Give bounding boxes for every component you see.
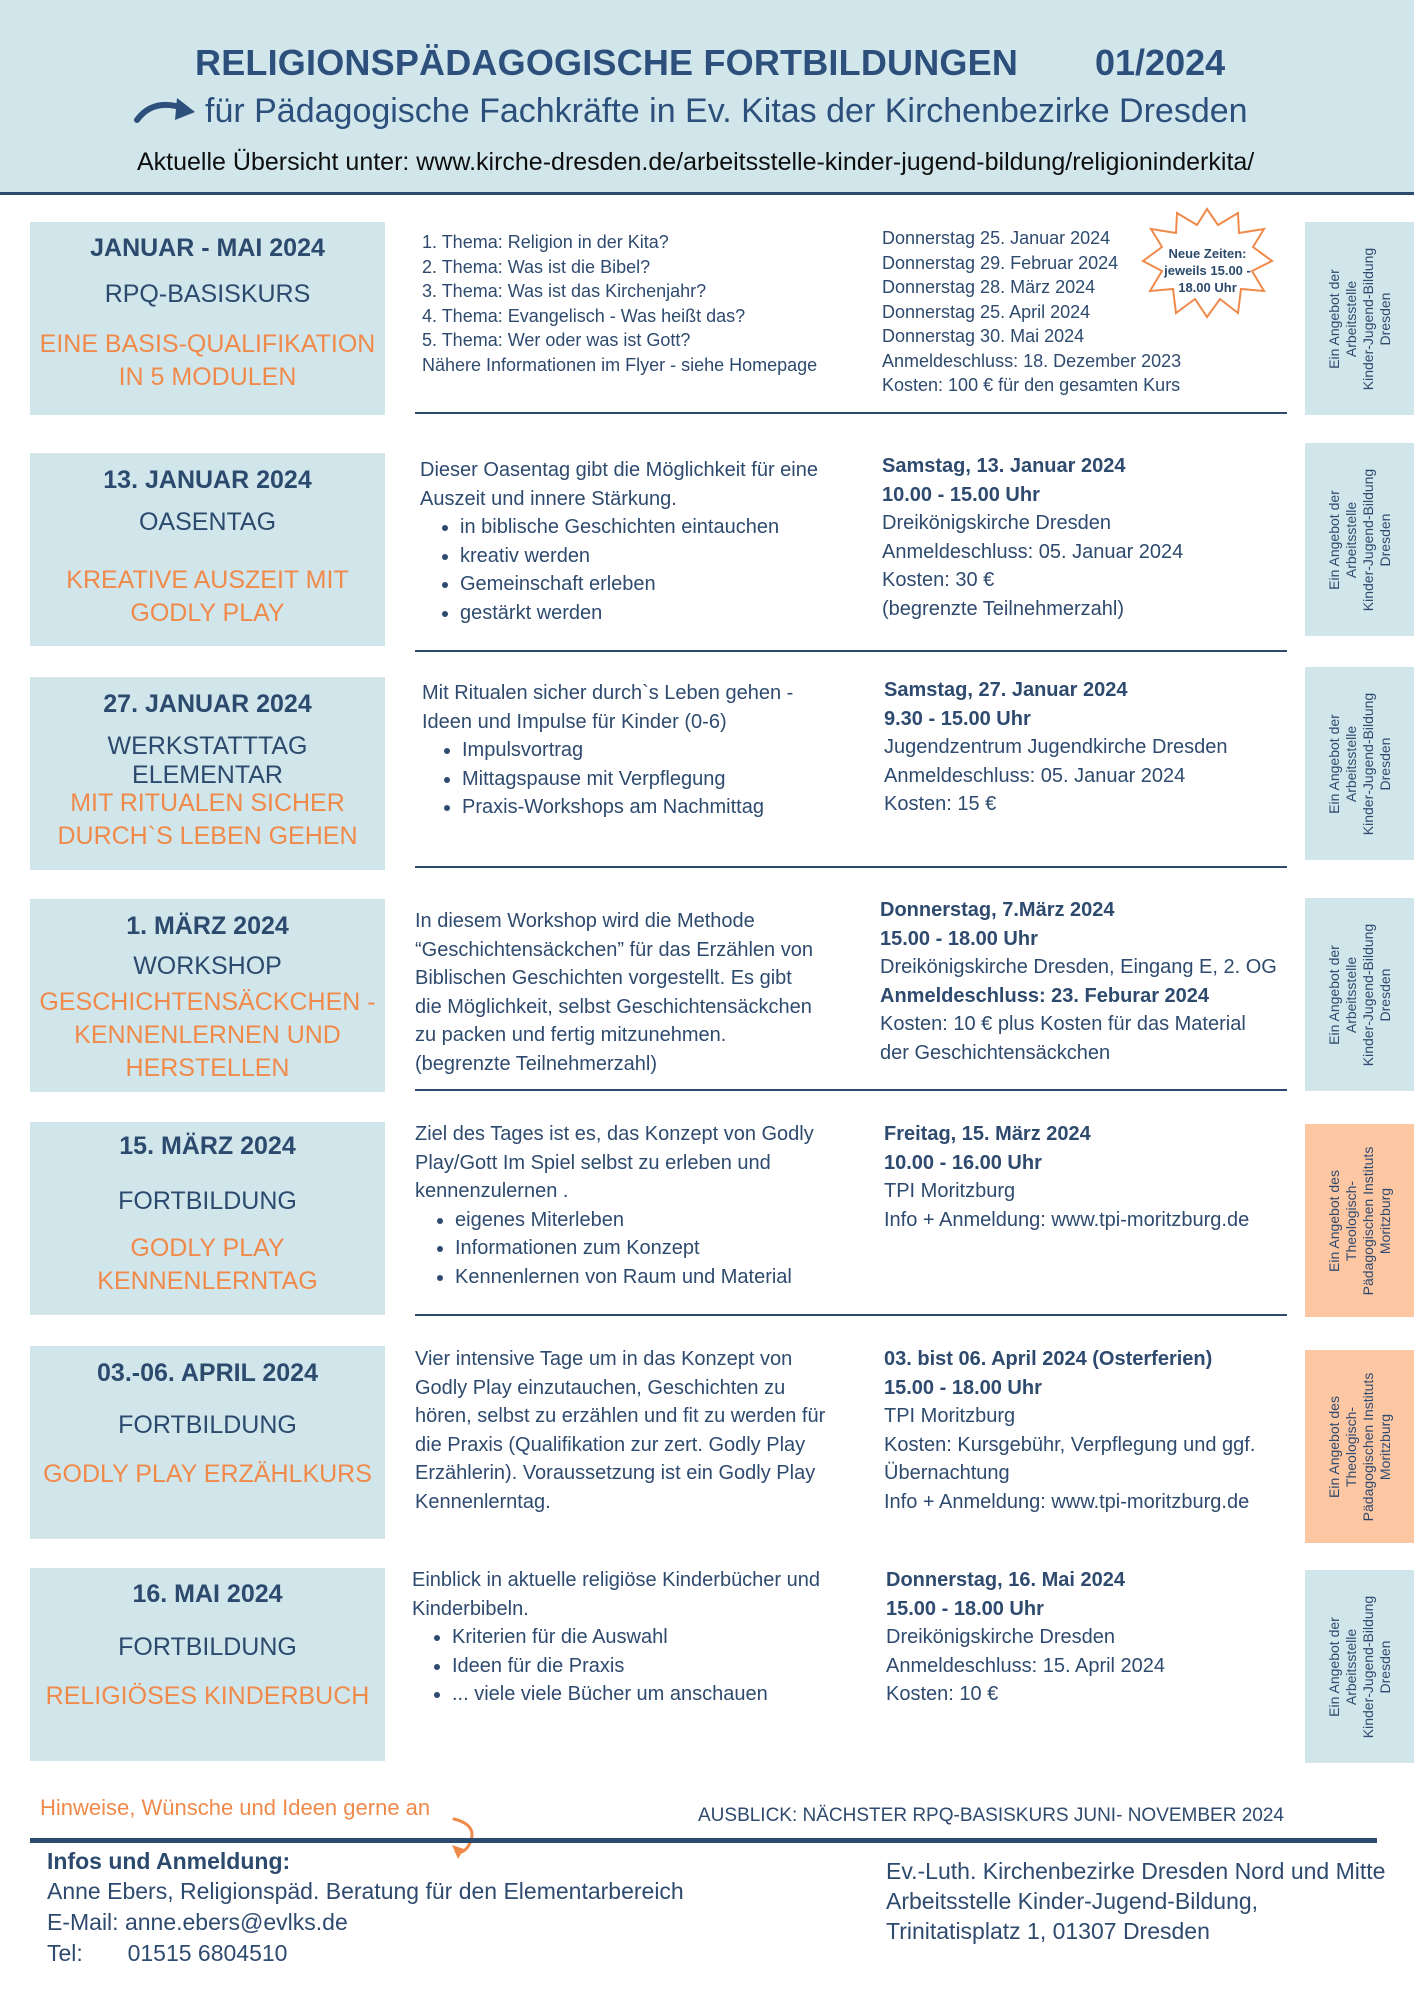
event-3-label-box — [30, 677, 385, 870]
event-6-label-box — [30, 1346, 385, 1539]
provider-label: Ein Angebot der Arbeitsstelle Kinder-Jugend-Bildung Dresden — [1305, 1570, 1414, 1763]
event-title: GODLY PLAY ERZÄHLKURS — [43, 1460, 372, 1488]
event-title: EINE BASIS-QUALIFIKATION IN 5 MODULEN — [39, 330, 376, 391]
event-4-label-box — [30, 899, 385, 1092]
contact-heading: Infos und Anmeldung: — [47, 1848, 291, 1874]
contact-phone — [47, 1940, 287, 1967]
phone-label: Tel: — [47, 1940, 83, 1966]
event-date: 16. MAI 2024 — [132, 1580, 283, 1608]
event-1-info: Donnerstag 25. Januar 2024 Donnerstag 29. Februar 2024 Donnerstag 28. März 2024 Donnerstag 25. April 2024 Donnerstag 30. Mai 2024 Anmeldeschluss: 18. Dezember 2023 Kosten: 100 € für den gesamten Kurs — [882, 228, 1182, 395]
event-date: 13. JANUAR 2024 — [103, 466, 312, 494]
outlook-note: AUSBLICK: NÄCHSTER RPQ-BASISKURS JUNI- NOVEMBER 2024 — [698, 1805, 1284, 1826]
page-title: RELIGIONSPÄDAGOGISCHE FORTBILDUNGEN — [195, 42, 1019, 83]
provider-label: Ein Angebot des Theologisch- Pädagogischen Instituts Moritzburg — [1305, 1350, 1414, 1543]
event-4-description: In diesem Workshop wird die Methode “Geschichtensäckchen” für das Erzählen von Biblischen Geschichten vorgestellt. Es gibt die Möglichkeit, selbst Geschichtensäckchen zu packen und fertig mitzunehmen. (begrenzte Teilnehmerzahl) — [415, 910, 813, 1075]
event-1-label-box — [30, 222, 385, 415]
event-type: WORKSHOP — [133, 952, 282, 980]
event-2-info: Samstag, 13. Januar 2024 10.00 - 15.00 Uhr Dreikönigskirche Dresden Anmeldeschluss: 05. Januar 2024 Kosten: 30 € (begrenzte Teilnehmerzahl) — [882, 455, 1184, 620]
event-2-label-box — [30, 453, 385, 646]
event-5-description: Ziel des Tages ist es, das Konzept von Godly Play/Gott Im Spiel selbst zu erleben und kennenzulernen . • eigenes Miterleben • Informationen zum Konzept • Kennenlernen von Raum und Material — [415, 1120, 865, 1291]
divider — [415, 412, 1287, 414]
overview-url[interactable]: Aktuelle Übersicht unter: www.kirche-dresden.de/arbeitsstelle-kinder-jugend-bildung/religioninderkita/ — [137, 148, 1255, 176]
event-date: JANUAR - MAI 2024 — [90, 234, 325, 262]
event-title: KREATIVE AUSZEIT MIT GODLY PLAY — [66, 566, 349, 627]
event-type: FORTBILDUNG — [118, 1633, 297, 1661]
page-header — [0, 0, 1414, 195]
event-date: 1. MÄRZ 2024 — [126, 912, 289, 940]
contact-email[interactable]: E-Mail: anne.ebers@evlks.de — [47, 1909, 348, 1935]
event-date: 03.-06. APRIL 2024 — [97, 1359, 318, 1387]
org-department: Arbeitsstelle Kinder-Jugend-Bildung, — [886, 1888, 1259, 1914]
event-title: GODLY PLAY KENNENLERNTAG — [97, 1234, 318, 1295]
event-6-info: 03. bist 06. April 2024 (Osterferien) 15.00 - 18.00 Uhr TPI Moritzburg Kosten: Kursgebühr, Verpflegung und ggf. Übernachtung Info + Anmeldung: www.tpi-moritzburg.de — [884, 1348, 1256, 1513]
event-2-description: Dieser Oasentag gibt die Möglichkeit für eine Auszeit und innere Stärkung. • in biblische Geschichten eintauchen • kreativ werden • Gemeinschaft erleben • gestärkt werden — [420, 456, 860, 627]
event-7-info: Donnerstag, 16. Mai 2024 15.00 - 18.00 Uhr Dreikönigskirche Dresden Anmeldeschluss: 15. April 2024 Kosten: 10 € — [886, 1569, 1166, 1705]
event-type: RPQ-BASISKURS — [104, 280, 311, 308]
footer-divider — [30, 1838, 1377, 1843]
divider — [415, 650, 1287, 652]
event-6-description: Vier intensive Tage um in das Konzept von Godly Play einzutauchen, Geschichten zu hören, selbst zu erzählen und fit zu werden für die Praxis (Qualifikation zur zert. Godly Play Erzählerin). Voraussetzung ist ein Godly Play Kennenlerntag. — [415, 1348, 826, 1513]
provider-label: Ein Angebot der Arbeitsstelle Kinder-Jugend-Bildung Dresden — [1305, 222, 1414, 415]
event-4-info: Donnerstag, 7.März 2024 15.00 - 18.00 Uhr Dreikönigskirche Dresden, Eingang E, 2. OG Anmeldeschluss: 23. Feburar 2024 Kosten: 10 € plus Kosten für das Material der Geschichtensäckchen — [880, 899, 1277, 1064]
event-7-label-box — [30, 1568, 385, 1761]
contact-name: Anne Ebers, Religionspäd. Beratung für den Elementarbereich — [47, 1878, 684, 1904]
page-subtitle: für Pädagogische Fachkräfte in Ev. Kitas der Kirchenbezirke Dresden — [205, 92, 1248, 130]
divider — [415, 1089, 1287, 1091]
event-title: GESCHICHTENSÄCKCHEN - KENNENLERNEN UND HERSTELLEN — [39, 988, 376, 1082]
event-date: 15. MÄRZ 2024 — [119, 1132, 296, 1160]
event-title: MIT RITUALEN SICHER DURCH`S LEBEN GEHEN — [57, 789, 358, 850]
event-title: RELIGIÖSES KINDERBUCH — [45, 1682, 370, 1710]
divider — [415, 866, 1287, 868]
event-3-info: Samstag, 27. Januar 2024 9.30 - 15.00 Uhr Jugendzentrum Jugendkirche Dresden Anmeldeschluss: 05. Januar 2024 Kosten: 15 € — [884, 679, 1228, 815]
event-1-description: 1. Thema: Religion in der Kita? 2. Thema: Was ist die Bibel? 3. Thema: Was ist das Kirchenjahr? 4. Thema: Evangelisch - Was heißt das? 5. Thema: Wer oder was ist Gott? Nähere Informationen im Flyer - siehe Homepage — [422, 232, 818, 375]
new-times-badge: Neue Zeiten: jeweils 15.00 - 18.00 Uhr — [1164, 246, 1251, 295]
event-date: 27. JANUAR 2024 — [103, 690, 312, 718]
event-3-description: Mit Ritualen sicher durch`s Leben gehen - Ideen und Impulse für Kinder (0-6) • Impulsvortrag • Mittagspause mit Verpflegung • Praxis-Workshops am Nachmittag — [422, 679, 862, 822]
provider-label: Ein Angebot der Arbeitsstelle Kinder-Jugend-Bildung Dresden — [1305, 898, 1414, 1091]
event-7-description: Einblick in aktuelle religiöse Kinderbücher und Kinderbibeln. • Kriterien für die Auswahl • Ideen für die Praxis • ... viele viele Bücher um anschauen — [412, 1566, 862, 1709]
event-type: FORTBILDUNG — [118, 1187, 297, 1215]
event-type: FORTBILDUNG — [118, 1411, 297, 1439]
provider-label: Ein Angebot des Theologisch- Pädagogischen Instituts Moritzburg — [1305, 1124, 1414, 1317]
org-name: Ev.-Luth. Kirchenbezirke Dresden Nord und Mitte — [886, 1858, 1386, 1884]
curved-arrow-icon — [133, 90, 201, 130]
feedback-hint: Hinweise, Wünsche und Ideen gerne an — [40, 1795, 431, 1820]
event-type: WERKSTATTTAG ELEMENTAR — [107, 732, 308, 789]
org-address: Trinitatisplatz 1, 01307 Dresden — [886, 1918, 1210, 1944]
phone-number[interactable]: 01515 6804510 — [127, 1940, 288, 1966]
event-type: OASENTAG — [138, 508, 277, 536]
provider-label: Ein Angebot der Arbeitsstelle Kinder-Jugend-Bildung Dresden — [1305, 667, 1414, 860]
issue-number: 01/2024 — [1095, 42, 1226, 83]
provider-label: Ein Angebot der Arbeitsstelle Kinder-Jugend-Bildung Dresden — [1305, 443, 1414, 636]
divider — [415, 1314, 1287, 1316]
event-5-info: Freitag, 15. März 2024 10.00 - 16.00 Uhr TPI Moritzburg Info + Anmeldung: www.tpi-moritzburg.de — [884, 1123, 1250, 1231]
event-5-label-box — [30, 1122, 385, 1315]
